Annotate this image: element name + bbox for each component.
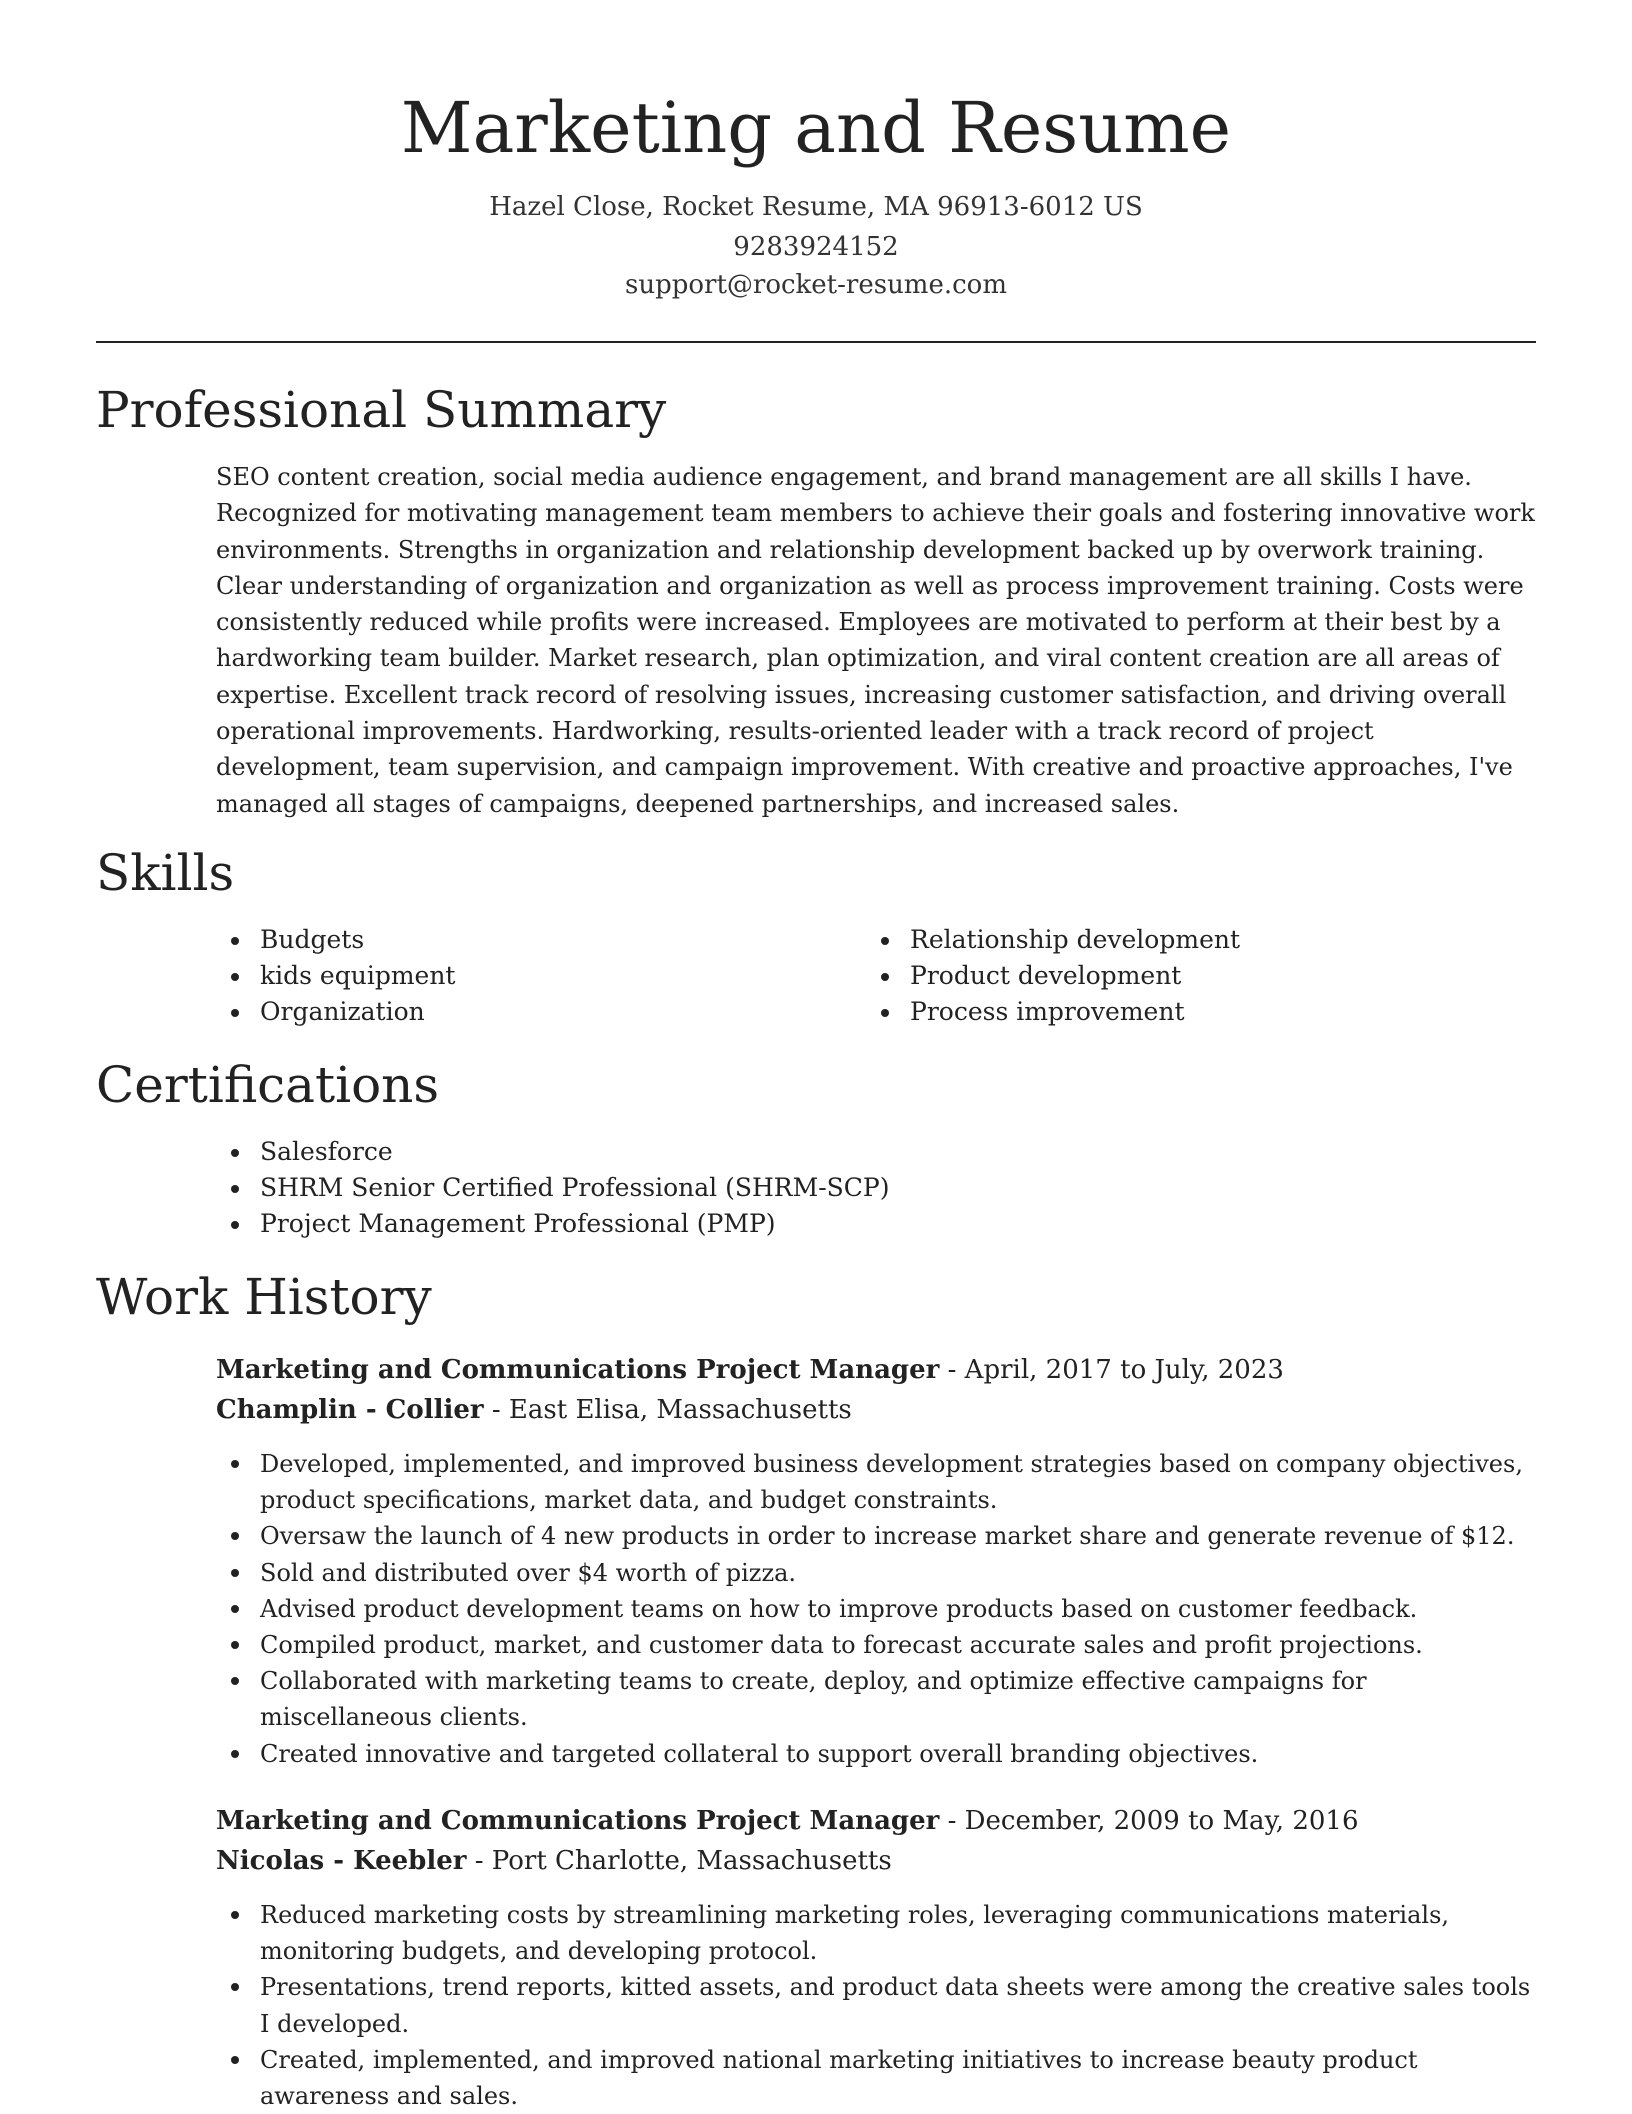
list-item: Project Management Professional (PMP) (216, 1206, 1416, 1242)
job-company: Champlin - Collier (216, 1395, 484, 1425)
list-item: Sold and distributed over $4 worth of pizza. (216, 1555, 1536, 1591)
list-item: Salesforce (216, 1134, 1416, 1170)
skills-list-right (866, 922, 1466, 1030)
job-bullets (216, 1897, 1536, 2114)
list-item: SHRM Senior Certified Professional (SHRM-SCP) (216, 1170, 1416, 1206)
job-location: - Port Charlotte, Massachusetts (466, 1846, 892, 1876)
certifications-list (216, 1134, 1416, 1242)
list-item: Presentations, trend reports, kitted assets, and product data sheets were among the creative sales tools I developed. (216, 1969, 1536, 2041)
job-company-line (216, 1841, 892, 1881)
section-title-work-history: Work History (96, 1268, 432, 1326)
contact-address: Hazel Close, Rocket Resume, MA 96913-6012 US (489, 192, 1143, 222)
contact-email: support@rocket-resume.com (624, 270, 1007, 300)
list-item: Process improvement (866, 994, 1466, 1030)
contact-phone: 9283924152 (733, 232, 899, 262)
summary-text: SEO content creation, social media audience engagement, and brand management are all skills I have. Recognized for motivating management team members to achieve their goals and fostering innovative work environments. Strengths in organization and relationship development backed up by overwork training. Clear understanding of organization and organization as well as process improvement training. Costs were consistently reduced while profits were increased. Employees are motivated to perform at their best by a hardworking team builder. Market research, plan optimization, and viral content creation are all areas of expertise. Excellent track record of resolving issues, increasing customer satisfaction, and driving overall operational improvements. Hardworking, results-oriented leader with a track record of project development, team supervision, and campaign improvement. With creative and proactive approaches, I've managed all stages of campaigns, deepened partnerships, and increased sales. (216, 463, 1535, 818)
list-item: Reduced marketing costs by streamlining marketing roles, leveraging communications materials, monitoring budgets, and developing protocol. (216, 1897, 1536, 1969)
list-item: Developed, implemented, and improved business development strategies based on company objectives, product specifications, market data, and budget constraints. (216, 1446, 1536, 1518)
job-dates: - April, 2017 to July, 2023 (939, 1355, 1284, 1385)
job-company: Nicolas - Keebler (216, 1846, 467, 1876)
job-role: Marketing and Communications Project Manager (216, 1806, 940, 1836)
job-location: - East Elisa, Massachusetts (483, 1395, 852, 1425)
list-item: Collaborated with marketing teams to create, deploy, and optimize effective campaigns for miscellaneous clients. (216, 1663, 1536, 1735)
list-item: Created, implemented, and improved national marketing initiatives to increase beauty product awareness and sales. (216, 2042, 1536, 2114)
job-dates: - December, 2009 to May, 2016 (939, 1806, 1359, 1836)
section-title-summary: Professional Summary (96, 381, 667, 439)
list-item: Advised product development teams on how to improve products based on customer feedback. (216, 1591, 1536, 1627)
list-item: Product development (866, 958, 1466, 994)
job-role: Marketing and Communications Project Manager (216, 1355, 940, 1385)
section-title-skills: Skills (96, 844, 235, 902)
resume-name: Marketing and Resume (400, 87, 1232, 169)
job-company-line (216, 1390, 852, 1430)
list-item: Relationship development (866, 922, 1466, 958)
skills-list-left (216, 922, 816, 1030)
header-divider (96, 341, 1536, 343)
list-item: kids equipment (216, 958, 816, 994)
list-item: Budgets (216, 922, 816, 958)
job-title-line (216, 1801, 1359, 1841)
job-title-line (216, 1350, 1284, 1390)
job-bullets (216, 1446, 1536, 1772)
list-item: Compiled product, market, and customer data to forecast accurate sales and profit projections. (216, 1627, 1536, 1663)
list-item: Oversaw the launch of 4 new products in order to increase market share and generate revenue of $12. (216, 1518, 1536, 1554)
list-item: Created innovative and targeted collateral to support overall branding objectives. (216, 1736, 1536, 1772)
list-item: Organization (216, 994, 816, 1030)
section-title-certifications: Certifications (96, 1056, 440, 1114)
